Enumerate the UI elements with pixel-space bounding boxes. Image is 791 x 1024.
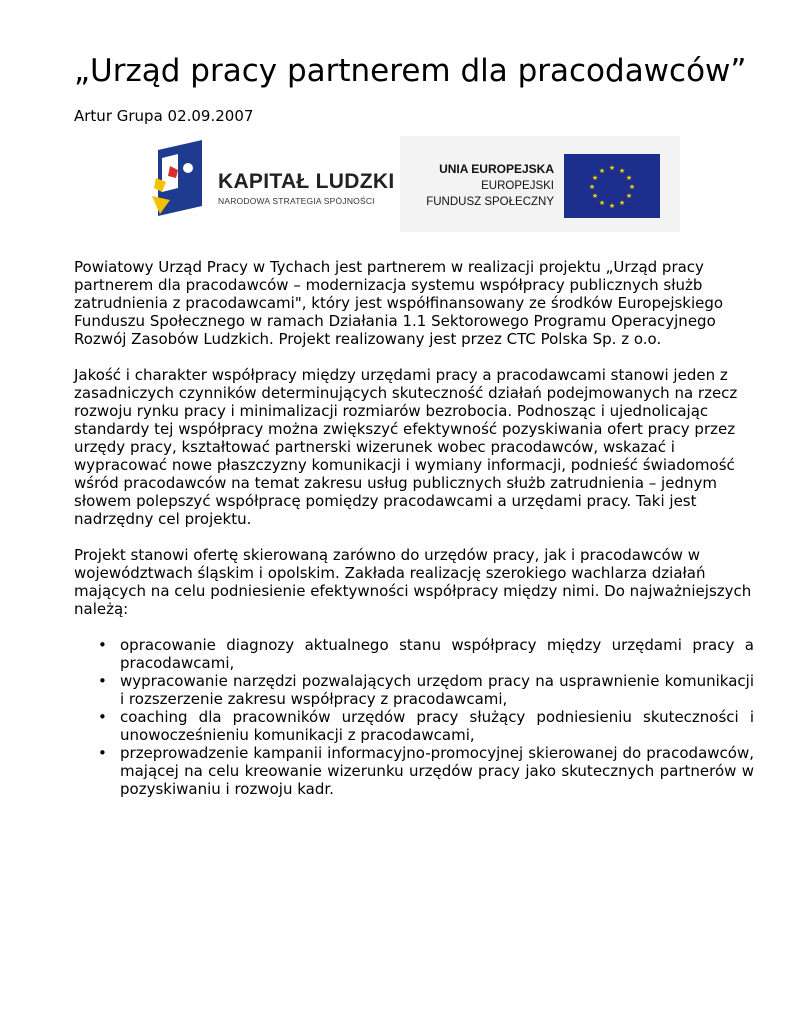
paragraph: Jakość i charakter współpracy między urzędami pracy a pracodawcami stanowi jeden z zasadniczych czynników determinujących skuteczność działań podejmowanych na rzecz rozwoju rynku pracy i minimalizacji rozmiarów bezrobocia. Podnosząc i ujednolicając standardy tej współpracy można zwiększyć efektywność pozyskiwania ofert pracy przez urzędy pracy, kształtować partnerski wizerunek wobec pracodawców, wskazać i wypracować nowe płaszczyzny komunikacji i wymiany informacji, podnieść świadomość wśród pracodawców na temat zakresu usług publicznych służb zatrudnienia – jednym słowem polepszyć współpracę pomiędzy pracodawcami a urzędami pracy. Taki jest nadrzędny cel projektu. — [74, 366, 738, 528]
bullet-icon: • — [98, 636, 107, 654]
svg-text:★: ★ — [608, 202, 616, 210]
bullet-icon: • — [98, 708, 107, 726]
kapital-ludzki-subtitle: NARODOWA STRATEGIA SPÓJNOŚCI — [218, 196, 375, 206]
list-item: • opracowanie diagnozy aktualnego stanu współpracy między urzędami pracy a pracodawcami, — [98, 636, 754, 672]
page-title: „Urząd pracy partnerem dla pracodawców” — [74, 53, 747, 89]
kapital-ludzki-logo — [148, 136, 395, 232]
svg-text:★: ★ — [598, 167, 606, 175]
svg-text:★: ★ — [598, 199, 606, 207]
unia-line1: UNIA EUROPEJSKA — [439, 162, 554, 176]
svg-text:★: ★ — [608, 164, 616, 172]
svg-text:★: ★ — [625, 174, 633, 182]
logos-banner — [148, 136, 680, 232]
document-body — [74, 258, 754, 798]
kapital-ludzki-name: KAPITAŁ LUDZKI — [218, 170, 395, 193]
unia-europejska-logo — [400, 136, 680, 232]
kapital-ludzki-emblem-icon — [148, 136, 208, 232]
svg-text:★: ★ — [625, 192, 633, 200]
svg-text:★: ★ — [591, 174, 599, 182]
bullet-list — [74, 636, 754, 798]
svg-text:★: ★ — [618, 167, 626, 175]
bullet-icon: • — [98, 672, 107, 690]
list-item: • przeprowadzenie kampanii informacyjno-promocyjnej skierowanej do pracodawców, mającej na celu kreowanie wizerunku urzędów pracy jako skutecznych partnerów w pozyskiwaniu i rozwoju kadr. — [98, 744, 754, 798]
unia-line3: FUNDUSZ SPOŁECZNY — [426, 196, 554, 208]
svg-text:★: ★ — [591, 192, 599, 200]
list-item: • coaching dla pracowników urzędów pracy służący podniesieniu skuteczności i unowocześnieniu komunikacji z pracodawcami, — [98, 708, 754, 744]
list-item: • wypracowanie narzędzi pozwalających urzędom pracy na usprawnienie komunikacji i rozszerzenie zakresu współpracy z pracodawcami, — [98, 672, 754, 708]
bullet-icon: • — [98, 744, 107, 762]
paragraph: Projekt stanowi ofertę skierowaną zarówno do urzędów pracy, jak i pracodawców w województwach śląskim i opolskim. Zakłada realizację szerokiego wachlarza działań mających na celu podniesienie efektywności współpracy między nimi. Do najważniejszych należą: — [74, 546, 752, 618]
svg-text:★: ★ — [588, 183, 596, 191]
author-date: Artur Grupa 02.09.2007 — [74, 107, 254, 125]
paragraph: Powiatowy Urząd Pracy w Tychach jest partnerem w realizacji projektu „Urząd pracy partnerem dla pracodawców – modernizacja systemu współpracy publicznych służb zatrudnienia z pracodawcami", który jest współfinansowany ze środków Europejskiego Funduszu Społecznego w ramach Działania 1.1 Sektorowego Programu Operacyjnego Rozwój Zasobów Ludzkich. Projekt realizowany jest przez CTC Polska Sp. z o.o. — [74, 258, 724, 348]
svg-text:★: ★ — [628, 183, 636, 191]
unia-line2: EUROPEJSKI — [481, 180, 554, 192]
eu-flag-icon — [564, 154, 660, 218]
svg-text:★: ★ — [618, 199, 626, 207]
